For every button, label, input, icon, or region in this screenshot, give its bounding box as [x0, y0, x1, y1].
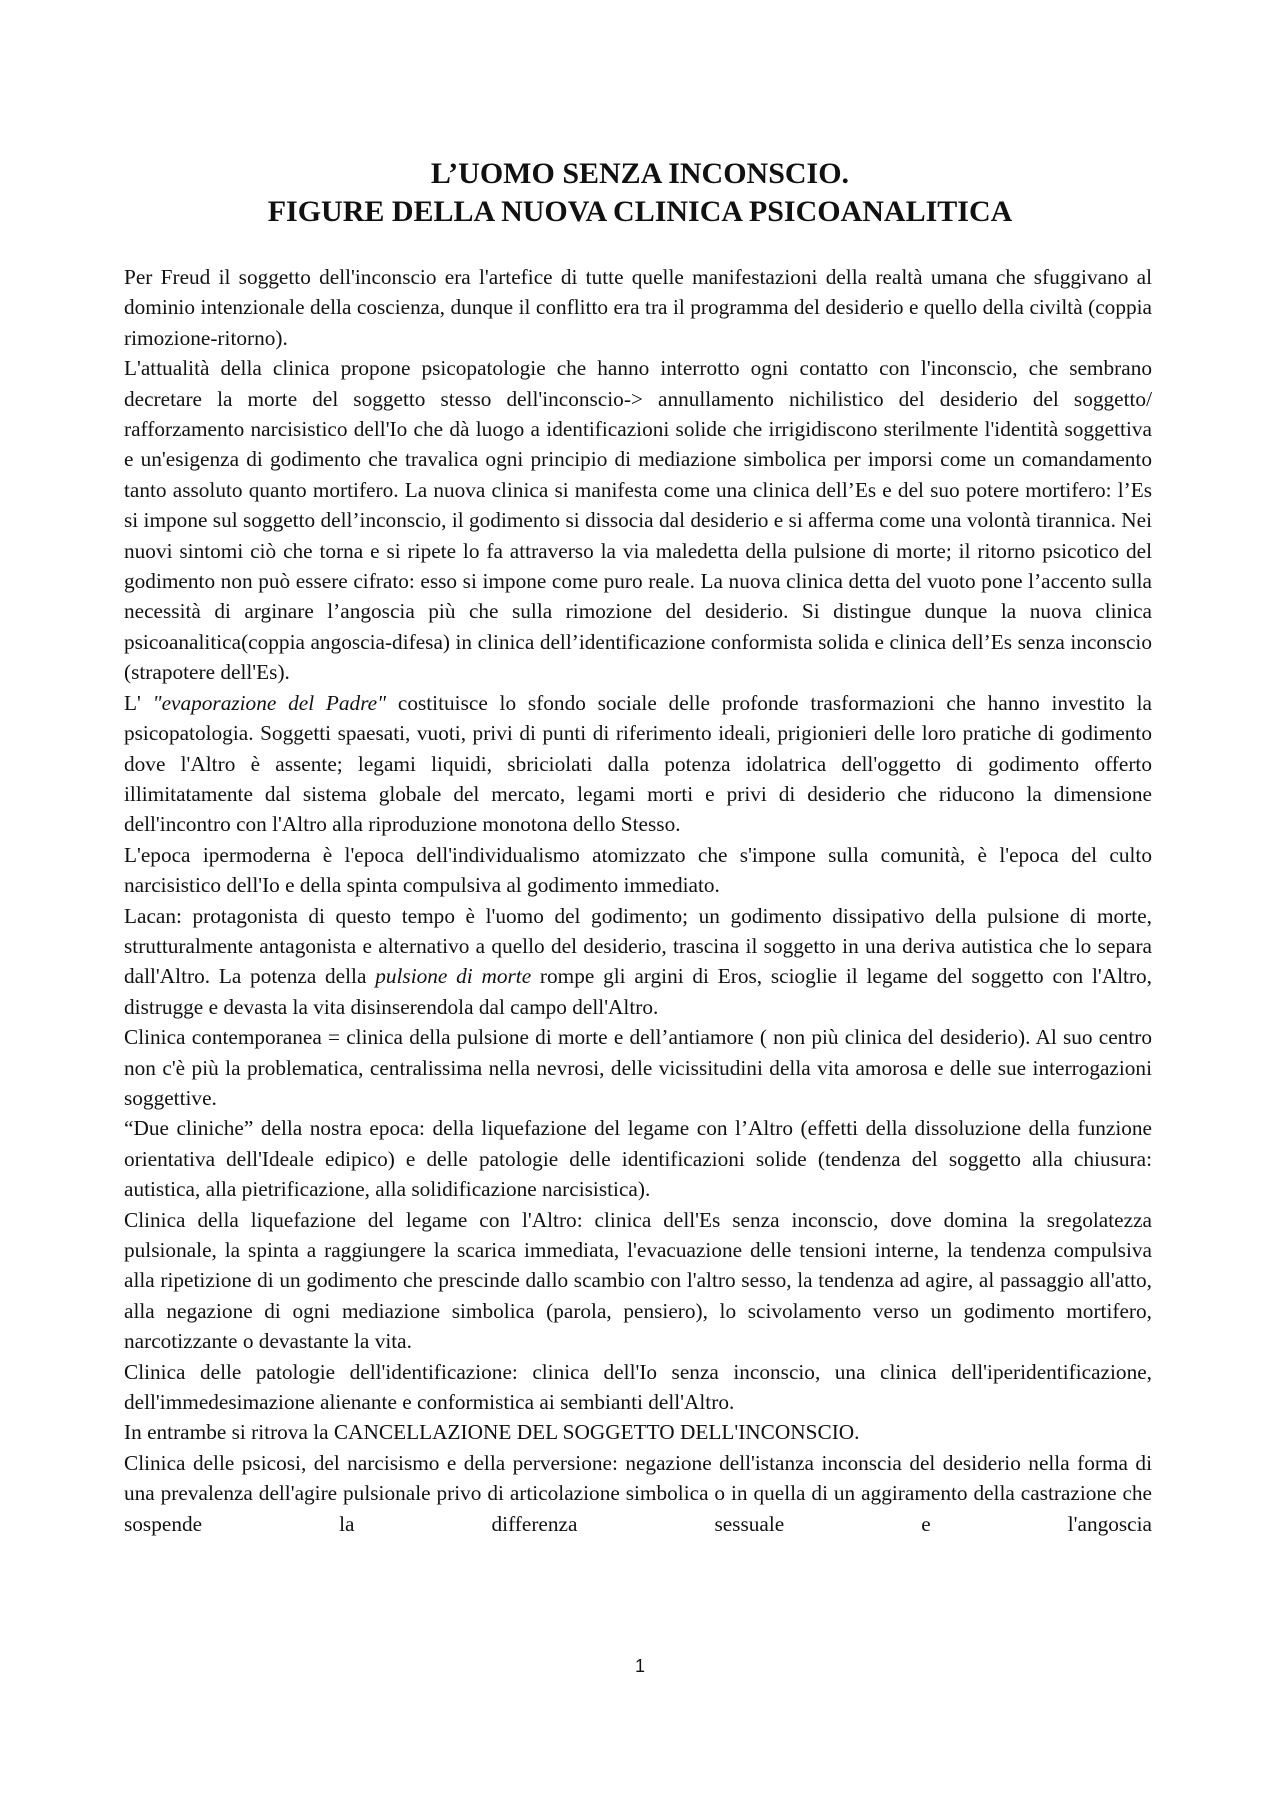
title-line-2: FIGURE DELLA NUOVA CLINICA PSICOANALITICA: [267, 195, 1013, 228]
paragraph-cancellazione: In entrambe si ritrova la CANCELLAZIONE DEL SOGGETTO DELL'INCONSCIO.: [124, 1420, 860, 1445]
paragraph-due-cliniche: “Due cliniche” della nostra epoca: della liquefazione del legame con l’Altro (effetti della dissoluzione della funzione orientativa dell'Ideale edipico) e delle patologie delle identificazioni solide (tendenza del soggetto alla chiusura: autistica, alla pietrificazione, alla solidificazione narcisistica).: [124, 1116, 1152, 1202]
paragraph-psicosi: Clinica delle psicosi, del narcisismo e della perversione: negazione dell'istanza inconscia del desiderio nella forma di una prevalenza dell'agire pulsionale privo di articolazione simbolica o in quella di un aggiramento della castrazione che sospende la differenza sessuale e l'angoscia: [124, 1450, 1152, 1536]
paragraph-text: costituisce lo sfondo sociale delle profonde trasformazioni che hanno investito la psicopatologia. Soggetti spaesati, vuoti, privi di punti di riferimento ideali, prigionieri delle loro pratiche di godimento dove l'Altro è assente; legami liquidi, sbriciolati dalla potenza idolatrica dell'oggetto di godimento offerto illimitatamente dal sistema globale del mercato, legami morti e privi di desiderio che riducono la dimensione dell'incontro con l'Altro alla riproduzione monotona dello Stesso.: [124, 690, 1152, 837]
page-number: 1: [634, 1656, 645, 1676]
title-line-1: L’UOMO SENZA INCONSCIO.: [430, 157, 850, 190]
italic-phrase: pulsione di morte: [375, 964, 532, 989]
document-body: [124, 262, 1152, 1539]
paragraph-text: Lacan: protagonista di questo tempo è l'uomo del godimento; un godimento dissipativo della pulsione di morte, strutturalmente antagonista e alternativo a quello del desiderio, trascina il soggetto in una deriva autistica che lo separa dall'Altro. La potenza della: [124, 903, 1152, 989]
paragraph-lacan: [124, 901, 1152, 1023]
paragraph-epoca-ipermoderna: L'epoca ipermoderna è l'epoca dell'individualismo atomizzato che s'impone sulla comunità, è l'epoca del culto narcisistico dell'Io e della spinta compulsiva al godimento immediato.: [124, 842, 1152, 898]
italic-phrase: "evaporazione del Padre": [152, 690, 387, 715]
paragraph-text: rompe gli argini di Eros, scioglie il legame del soggetto con l'Altro, distrugge e devasta la vita disinserendola dal campo dell'Altro.: [124, 964, 1152, 1019]
paragraph-freud: Per Freud il soggetto dell'inconscio era l'artefice di tutte quelle manifestazioni della realtà umana che sfuggivano al dominio intenzionale della coscienza, dunque il conflitto era tra il programma del desiderio e quello della civiltà (coppia rimozione-ritorno).: [124, 265, 1152, 350]
paragraph-evaporazione-padre: [124, 688, 1152, 840]
paragraph-patologie-identificazione: Clinica delle patologie dell'identificazione: clinica dell'Io senza inconscio, una clinica dell'iperidentificazione, dell'immedesimazione alienante e conformistica ai sembianti dell'Altro.: [124, 1359, 1152, 1415]
document-title: [0, 155, 1280, 231]
paragraph-attualita-clinica: L'attualità della clinica propone psicopatologie che hanno interrotto ogni contatto con l'inconscio, che sembrano decretare la morte del soggetto stesso dell'inconscio-> annullamento nichilistico del desiderio del soggetto/ rafforzamento narcisistico dell'Io che dà luogo a identificazioni solide che irrigidiscono sterilmente l'identità soggettiva e un'esigenza di godimento che travalica ogni principio di mediazione simbolica per imporsi come un comandamento tanto assoluto quanto mortifero. La nuova clinica si manifesta come una clinica dell’Es e del suo potere mortifero: l’Es si impone sul soggetto dell’inconscio, il godimento si dissocia dal desiderio e si afferma come una volontà tirannica. Nei nuovi sintomi ciò che torna e si ripete lo fa attraverso la via maledetta della pulsione di morte; il ritorno psicotico del godimento non può essere cifrato: esso si impone come puro reale. La nuova clinica detta del vuoto pone l’accento sulla necessità di arginare l’angoscia più che sulla rimozione del desiderio. Si distingue dunque la nuova clinica psicoanalitica(coppia angoscia-difesa) in clinica dell’identificazione conformista solida e clinica dell’Es senza inconscio (strapotere dell'Es).: [124, 356, 1152, 685]
paragraph-liquefazione-legame: Clinica della liquefazione del legame con l'Altro: clinica dell'Es senza inconscio, dove domina la sregolatezza pulsionale, la spinta a raggiungere la scarica immediata, l'evacuazione delle tensioni interne, la tendenza compulsiva alla ripetizione di un godimento che prescinde dallo scambio con l'altro sesso, la tendenza ad agire, al passaggio all'atto, alla negazione di ogni mediazione simbolica (parola, pensiero), lo scivolamento verso un godimento mortifero, narcotizzante o devastante la vita.: [124, 1207, 1152, 1354]
paragraph-text: L': [124, 690, 153, 715]
paragraph-clinica-contemporanea: Clinica contemporanea = clinica della pulsione di morte e dell’antiamore ( non più clinica del desiderio). Al suo centro non c'è più la problematica, centralissima nella nevrosi, delle vicissitudini della vita amorosa e delle sue interrogazioni soggettive.: [124, 1025, 1152, 1110]
